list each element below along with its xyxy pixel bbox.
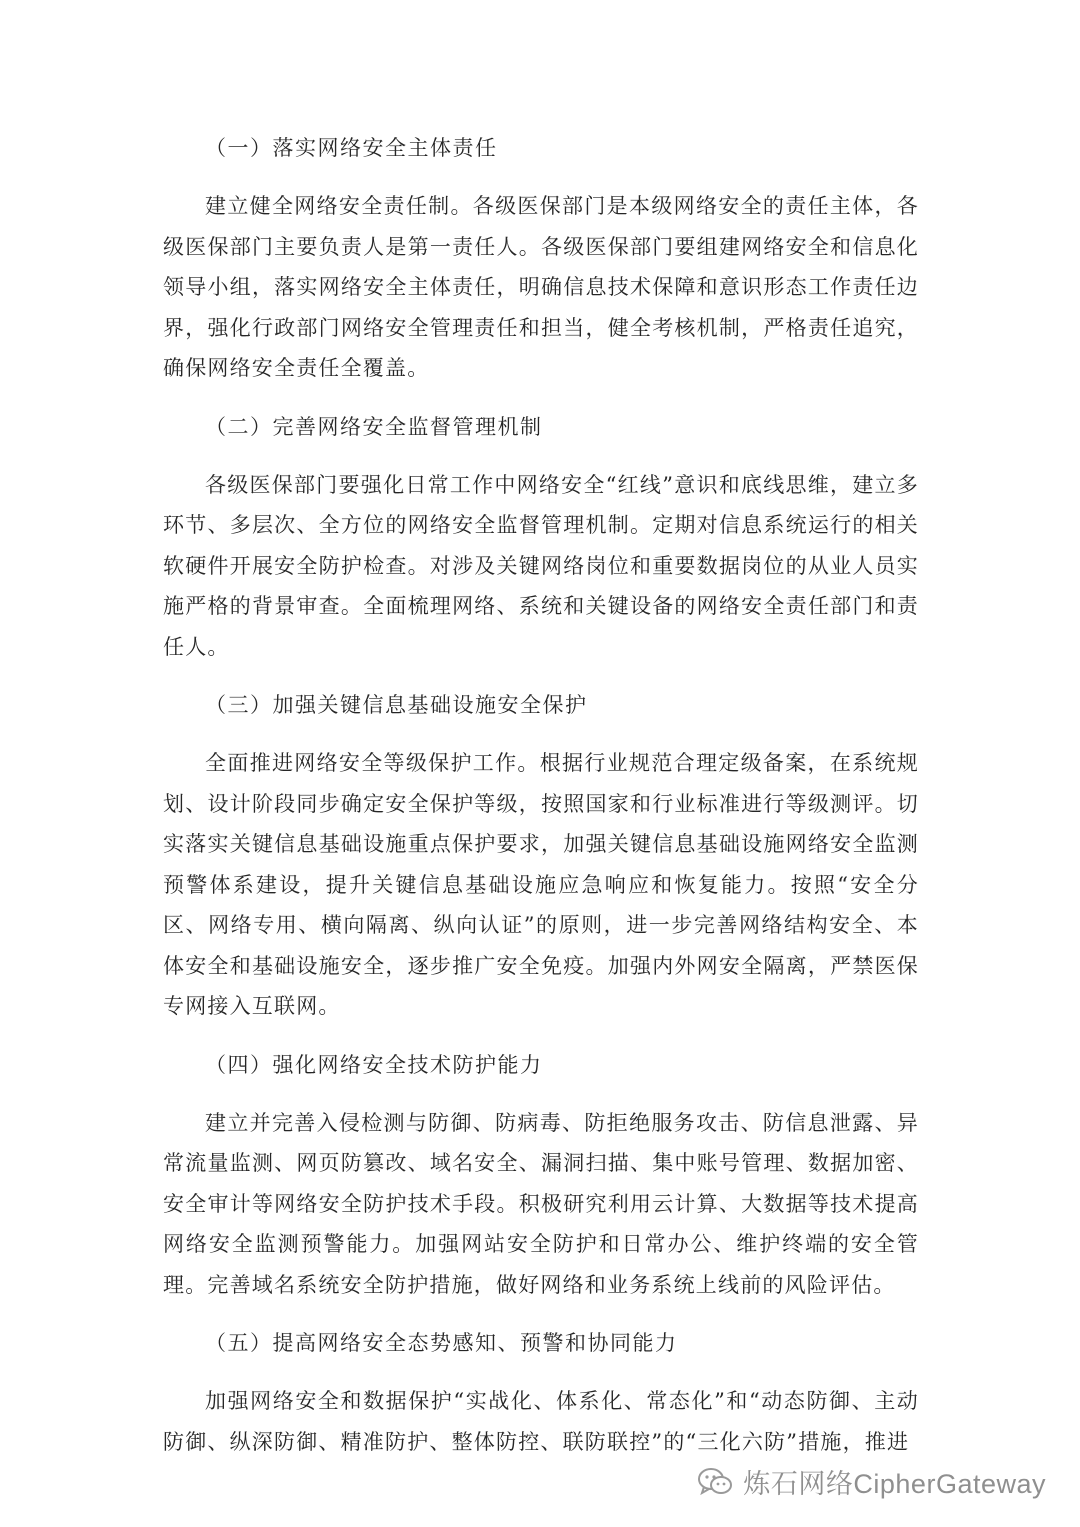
watermark-text: 炼石网络CipherGateway xyxy=(743,1469,1046,1499)
section-4-heading: （四）强化网络安全技术防护能力 xyxy=(205,1052,543,1077)
document-page xyxy=(163,132,919,1484)
section-5-heading: （五）提高网络安全态势感知、预警和协同能力 xyxy=(205,1331,678,1355)
wechat-icon xyxy=(697,1466,733,1498)
section-2-body: 各级医保部门要强化日常工作中网络安全“红线”意识和底线思维，建立多环节、多层次、全方位的网络安全监督管理机制。定期对信息系统运行的相关软硬件开展安全防护检查。对涉及关键网络岗位和重要数据岗位的从业人员实施严格的背景审查。全面梳理网络、系统和关键设备的网络安全责任部门和责任人。 xyxy=(163,472,919,659)
section-1-body: 建立健全网络安全责任制。各级医保部门是本级网络安全的责任主体，各级医保部门主要负责人是第一责任人。各级医保部门要组建网络安全和信息化领导小组，落实网络安全主体责任，明确信息技术保障和意识形态工作责任边界，强化行政部门网络安全管理责任和担当，健全考核机制，严格责任追究，确保网络安全责任全覆盖。 xyxy=(163,194,919,380)
section-1-heading: （一）落实网络安全主体责任 xyxy=(205,136,498,160)
section-4-body: 建立并完善入侵检测与防御、防病毒、防拒绝服务攻击、防信息泄露、异常流量监测、网页防篡改、域名安全、漏洞扫描、集中账号管理、数据加密、安全审计等网络安全防护技术手段。积极研究利用云计算、大数据等技术提高网络安全监测预警能力。加强网站安全防护和日常办公、维护终端的安全管理。完善域名系统安全防护措施，做好网络和业务系统上线前的风险评估。 xyxy=(163,1110,919,1297)
watermark xyxy=(697,1462,1046,1501)
section-3-body: 全面推进网络安全等级保护工作。根据行业规范合理定级备案，在系统规划、设计阶段同步确定安全保护等级，按照国家和行业标准进行等级测评。切实落实关键信息基础设施重点保护要求，加强关键信息基础设施网络安全监测预警体系建设，提升关键信息基础设施应急响应和恢复能力。按照“安全分区、网络专用、横向隔离、纵向认证”的原则，进一步完善网络结构安全、本体安全和基础设施安全，逐步推广安全免疫。加强内外网安全隔离，严禁医保专网接入互联网。 xyxy=(163,751,919,1018)
section-2-heading: （二）完善网络安全监督管理机制 xyxy=(205,414,543,439)
section-5-body: 加强网络安全和数据保护“实战化、体系化、常态化”和“动态防御、主动防御、纵深防御、精准防护、整体防控、联防联控”的“三化六防”措施，推进 xyxy=(163,1389,919,1454)
section-3-heading: （三）加强关键信息基础设施安全保护 xyxy=(205,693,588,717)
